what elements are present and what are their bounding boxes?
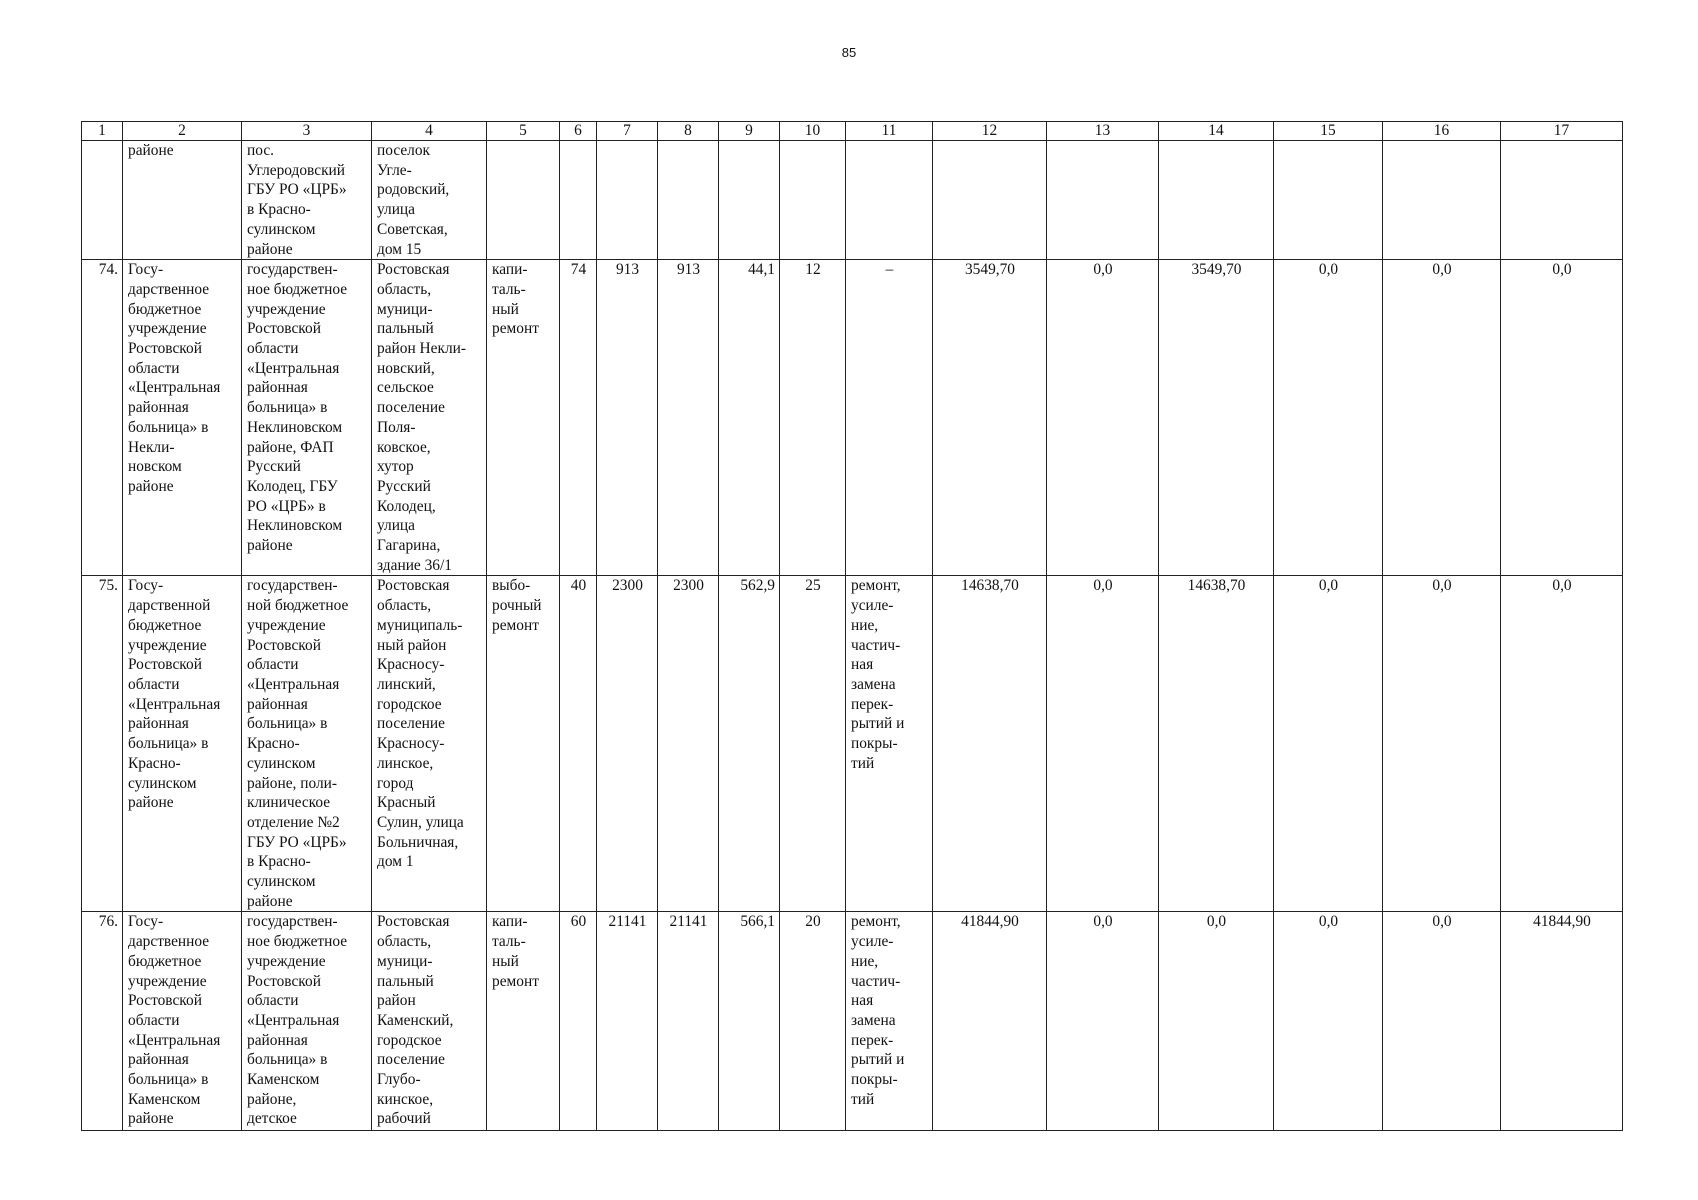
- organization-name: Госу- дарственное бюджетное учреждение Ростовской области «Центральная районная больница» в Некли- новском районе: [123, 260, 242, 576]
- cell-col-9: 562,9: [719, 576, 780, 912]
- work-type: выбо- рочный ремонт: [487, 576, 560, 912]
- work-type: капи- таль- ный ремонт: [487, 260, 560, 576]
- cell-col-15: 0,0: [1274, 260, 1383, 576]
- facility-address: Ростовская область, муници- пальный район Каменский, городское поселение Глубо- кинское, рабочий: [372, 912, 487, 1131]
- cell-col-10: 20: [780, 912, 846, 1131]
- cell-col-6: 60: [560, 912, 597, 1131]
- facility-name: пос. Углеродовский ГБУ РО «ЦРБ» в Красно- сулинском районе: [242, 141, 372, 260]
- repair-program-table: [81, 121, 1623, 1131]
- cell-col-13: [1047, 141, 1159, 260]
- column-number-header: [82, 122, 1623, 141]
- cell-col-8: 913: [658, 260, 719, 576]
- row-number: 75.: [82, 576, 123, 912]
- col-header-17: 17: [1501, 122, 1623, 141]
- cell-col-8: [658, 141, 719, 260]
- organization-name: Госу- дарственной бюджетное учреждение Ростовской области «Центральная районная больница» в Красно- сулинском районе: [123, 576, 242, 912]
- cell-col-17: [1501, 141, 1623, 260]
- col-header-10: 10: [780, 122, 846, 141]
- cell-col-16: 0,0: [1383, 576, 1501, 912]
- facility-name: государствен- ное бюджетное учреждение Ростовской области «Центральная районная больница» в Неклиновском районе, ФАП Русский Колодец, ГБУ РО «ЦРБ» в Неклиновском районе: [242, 260, 372, 576]
- cell-col-7: 913: [597, 260, 658, 576]
- page-number: 85: [841, 45, 857, 60]
- cell-col-15: 0,0: [1274, 912, 1383, 1131]
- cell-col-10: 12: [780, 260, 846, 576]
- cell-col-6: 40: [560, 576, 597, 912]
- cell-col-12: [933, 141, 1047, 260]
- cell-col-14: 14638,70: [1159, 576, 1274, 912]
- cell-col-14: 3549,70: [1159, 260, 1274, 576]
- cell-col-16: 0,0: [1383, 912, 1501, 1131]
- cell-col-6: [560, 141, 597, 260]
- col-header-1: 1: [82, 122, 123, 141]
- cell-col-8: 2300: [658, 576, 719, 912]
- cell-col-13: 0,0: [1047, 912, 1159, 1131]
- cell-col-10: 25: [780, 576, 846, 912]
- cell-col-9: 566,1: [719, 912, 780, 1131]
- col-header-11: 11: [846, 122, 933, 141]
- cell-col-17: 41844,90: [1501, 912, 1623, 1131]
- col-header-6: 6: [560, 122, 597, 141]
- cell-col-17: 0,0: [1501, 576, 1623, 912]
- row-number: 76.: [82, 912, 123, 1131]
- cell-col-11: [846, 141, 933, 260]
- col-header-3: 3: [242, 122, 372, 141]
- facility-address: Ростовская область, муници- пальный район Некли- новский, сельское поселение Поля- ковское, хутор Русский Колодец, улица Гагарина, здание 36/1: [372, 260, 487, 576]
- col-header-15: 15: [1274, 122, 1383, 141]
- facility-name: государствен- ное бюджетное учреждение Ростовской области «Центральная районная больница» в Каменском районе, детское: [242, 912, 372, 1131]
- col-header-14: 14: [1159, 122, 1274, 141]
- cell-col-9: [719, 141, 780, 260]
- row-number: 74.: [82, 260, 123, 576]
- work-type: [487, 141, 560, 260]
- cell-col-7: 2300: [597, 576, 658, 912]
- col-header-4: 4: [372, 122, 487, 141]
- cell-col-7: 21141: [597, 912, 658, 1131]
- cell-col-15: 0,0: [1274, 576, 1383, 912]
- row-number: [82, 141, 123, 260]
- cell-col-16: [1383, 141, 1501, 260]
- col-header-16: 16: [1383, 122, 1501, 141]
- col-header-2: 2: [123, 122, 242, 141]
- cell-col-14: 0,0: [1159, 912, 1274, 1131]
- cell-col-13: 0,0: [1047, 576, 1159, 912]
- facility-address: Ростовская область, муниципаль- ный район Красносу- линский, городское поселение Красносу- линское, город Красный Сулин, улица Больничная, дом 1: [372, 576, 487, 912]
- table-row-75: [82, 576, 1623, 912]
- cell-col-6: 74: [560, 260, 597, 576]
- col-header-7: 7: [597, 122, 658, 141]
- col-header-5: 5: [487, 122, 560, 141]
- organization-name: Госу- дарственное бюджетное учреждение Ростовской области «Центральная районная больница» в Каменском районе: [123, 912, 242, 1131]
- cell-col-15: [1274, 141, 1383, 260]
- cell-col-11: –: [846, 260, 933, 576]
- cell-col-17: 0,0: [1501, 260, 1623, 576]
- col-header-13: 13: [1047, 122, 1159, 141]
- cell-col-14: [1159, 141, 1274, 260]
- cell-col-11: ремонт, усиле- ние, частич- ная замена перек- рытий и покры- тий: [846, 912, 933, 1131]
- cell-col-12: 14638,70: [933, 576, 1047, 912]
- cell-col-12: 41844,90: [933, 912, 1047, 1131]
- cell-col-9: 44,1: [719, 260, 780, 576]
- cell-col-12: 3549,70: [933, 260, 1047, 576]
- col-header-8: 8: [658, 122, 719, 141]
- header-row: [82, 122, 1623, 141]
- work-type: капи- таль- ный ремонт: [487, 912, 560, 1131]
- organization-name: районе: [123, 141, 242, 260]
- cell-col-10: [780, 141, 846, 260]
- col-header-9: 9: [719, 122, 780, 141]
- facility-address: поселок Угле- родовский, улица Советская, дом 15: [372, 141, 487, 260]
- facility-name: государствен- ной бюджетное учреждение Ростовской области «Центральная районная больница» в Красно- сулинском районе, поли- клиническое отделение №2 ГБУ РО «ЦРБ» в Красно- сулинском районе: [242, 576, 372, 912]
- cell-col-13: 0,0: [1047, 260, 1159, 576]
- cell-col-7: [597, 141, 658, 260]
- cell-col-16: 0,0: [1383, 260, 1501, 576]
- col-header-12: 12: [933, 122, 1047, 141]
- cell-col-8: 21141: [658, 912, 719, 1131]
- table-row-continuation: [82, 141, 1623, 260]
- cell-col-11: ремонт, усиле- ние, частич- ная замена перек- рытий и покры- тий: [846, 576, 933, 912]
- table-row-74: [82, 260, 1623, 576]
- table-row-76: [82, 912, 1623, 1131]
